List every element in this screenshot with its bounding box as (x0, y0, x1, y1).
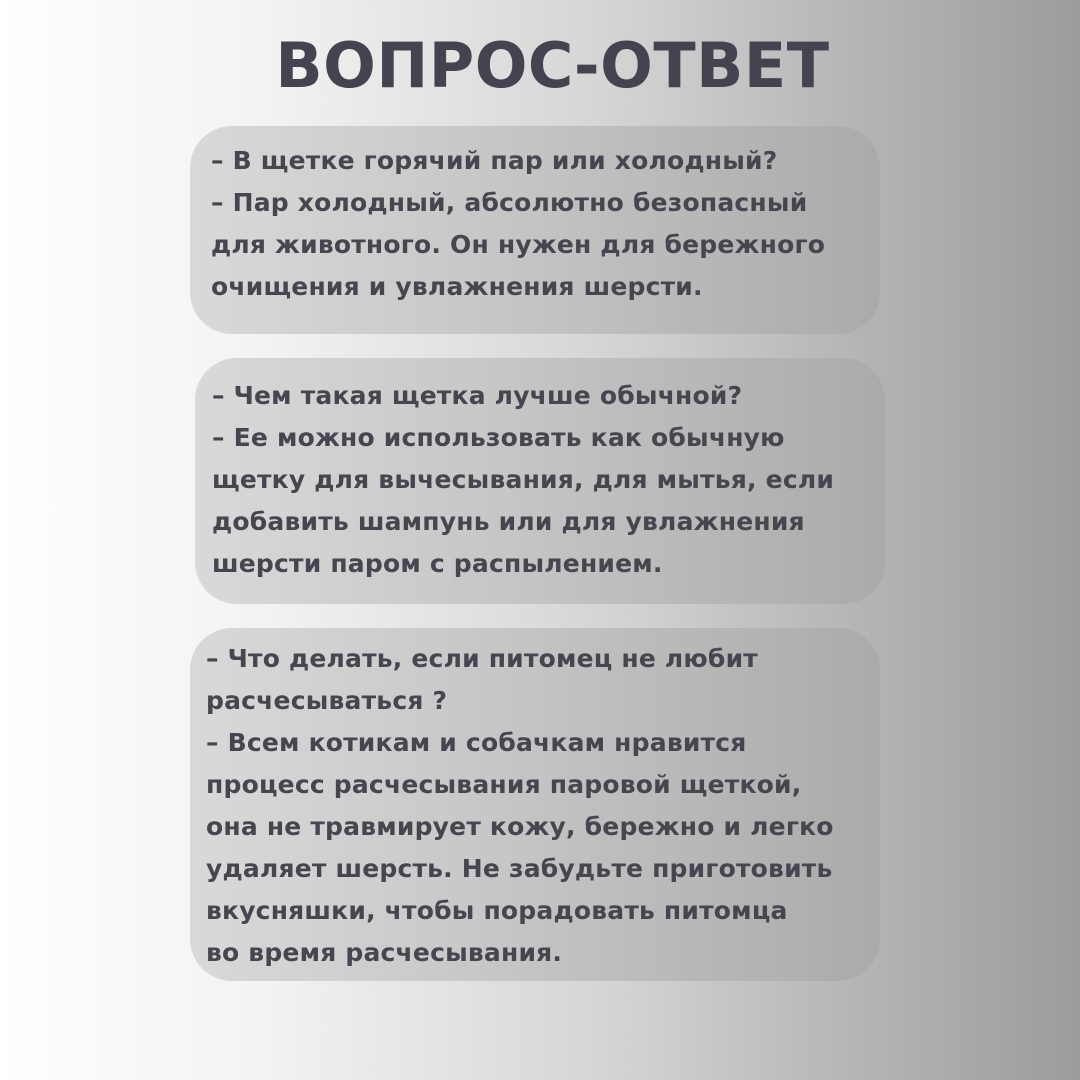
faq-line: – Ее можно использовать как обычную (212, 423, 785, 452)
faq-line: очищения и увлажнения шерсти. (211, 272, 703, 301)
faq-card-3 (190, 628, 880, 981)
faq-line: она не травмирует кожу, бережно и легко (206, 812, 834, 841)
faq-card-2 (195, 358, 885, 604)
faq-line: – Пар холодный, абсолютно безопасный (211, 188, 808, 217)
faq-line: во время расчесывания. (206, 938, 563, 967)
faq-line: расчесываться ? (206, 686, 448, 715)
faq-line: удаляет шерсть. Не забудьте приготовить (206, 854, 833, 883)
faq-line: шерсти паром с распылением. (212, 549, 663, 578)
faq-line: вкусняшки, чтобы порадовать питомца (206, 896, 788, 925)
faq-line: щетку для вычесывания, для мытья, если (212, 465, 835, 494)
faq-card-1 (190, 126, 880, 334)
faq-line: – Чем такая щетка лучше обычной? (212, 381, 743, 410)
faq-line: – Что делать, если питомец не любит (206, 644, 758, 673)
faq-line: – Всем котикам и собачкам нравится (206, 728, 747, 757)
faq-line: – В щетке горячий пар или холодный? (211, 146, 778, 175)
faq-line: процесс расчесывания паровой щеткой, (206, 770, 802, 799)
faq-line: добавить шампунь или для увлажнения (212, 507, 805, 536)
page-title: ВОПРОС-ОТВЕТ (275, 29, 830, 102)
faq-card-2-text (212, 375, 834, 585)
faq-card-1-text (211, 140, 825, 308)
faq-line: для животного. Он нужен для бережного (211, 230, 826, 259)
faq-card-3-text (206, 638, 834, 974)
